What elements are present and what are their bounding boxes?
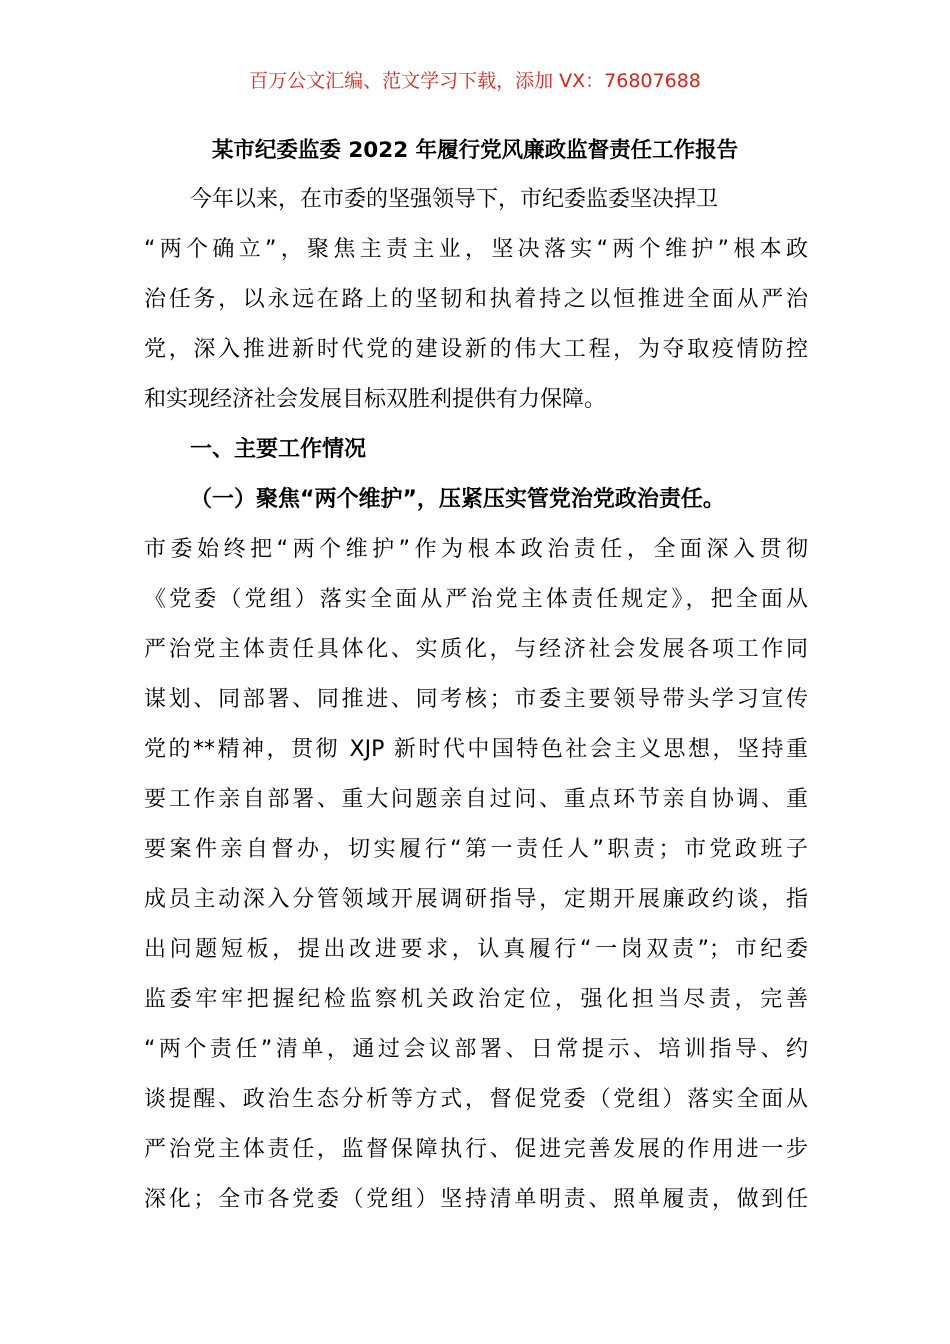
paragraph-line: 要案件亲自督办，切实履行“第一责任人”职责；市党政班子	[144, 837, 808, 862]
paragraph-line: 和实现经济社会发展目标双胜利提供有力保障。	[144, 387, 607, 412]
paragraph-line: 成员主动深入分管领域开展调研指导，定期开展廉政约谈，指	[144, 887, 808, 912]
paragraph-line: 谋划、同部署、同推进、同考核；市委主要领导带头学习宣传	[144, 687, 808, 712]
paragraph-line: 严治党主体责任，监督保障执行、促进完善发展的作用进一步	[144, 1137, 808, 1162]
paragraph-line: 治任务，以永远在路上的坚韧和执着持之以恒推进全面从严治	[144, 287, 808, 312]
paragraph-line: 出问题短板，提出改进要求，认真履行“一岗双责”；市纪委	[144, 937, 808, 962]
paragraph-line: 党的**精神，贯彻 XJP 新时代中国特色社会主义思想，坚持重	[144, 737, 808, 762]
subsection-heading: （一）聚焦“两个维护”，压紧压实管党治党政治责任。	[190, 487, 725, 512]
paragraph-line: 要工作亲自部署、重大问题亲自过问、重点环节亲自协调、重	[144, 787, 808, 812]
paragraph-line: 市委始终把“两个维护”作为根本政治责任，全面深入贯彻	[144, 537, 808, 562]
paragraph-line: 谈提醒、政治生态分析等方式，督促党委（党组）落实全面从	[144, 1087, 808, 1112]
paragraph-line: 监委牢牢把握纪检监察机关政治定位，强化担当尽责，完善	[144, 987, 808, 1012]
paragraph-line: 党，深入推进新时代党的建设新的伟大工程，为夺取疫情防控	[144, 337, 808, 362]
document-body	[144, 175, 808, 1225]
paragraph-line: 《党委（党组）落实全面从严治党主体责任规定》，把全面从	[144, 587, 808, 612]
section-heading: 一、主要工作情况	[190, 437, 367, 462]
paragraph-line: 今年以来，在市委的坚强领导下，市纪委监委坚决捍卫	[190, 187, 719, 212]
document-title: 某市纪委监委 2022 年履行党风廉政监督责任工作报告	[211, 138, 739, 163]
paragraph-line: 严治党主体责任具体化、实质化，与经济社会发展各项工作同	[144, 637, 808, 662]
paragraph-line: 深化；全市各党委（党组）坚持清单明责、照单履责，做到任	[144, 1187, 808, 1212]
header-note: 百万公文汇编、范文学习下载，添加 VX：76807688	[249, 70, 701, 92]
paragraph-line: “两个责任”清单，通过会议部署、日常提示、培训指导、约	[144, 1037, 808, 1062]
paragraph-line: “两个确立”，聚焦主责主业，坚决落实“两个维护”根本政	[144, 237, 808, 262]
